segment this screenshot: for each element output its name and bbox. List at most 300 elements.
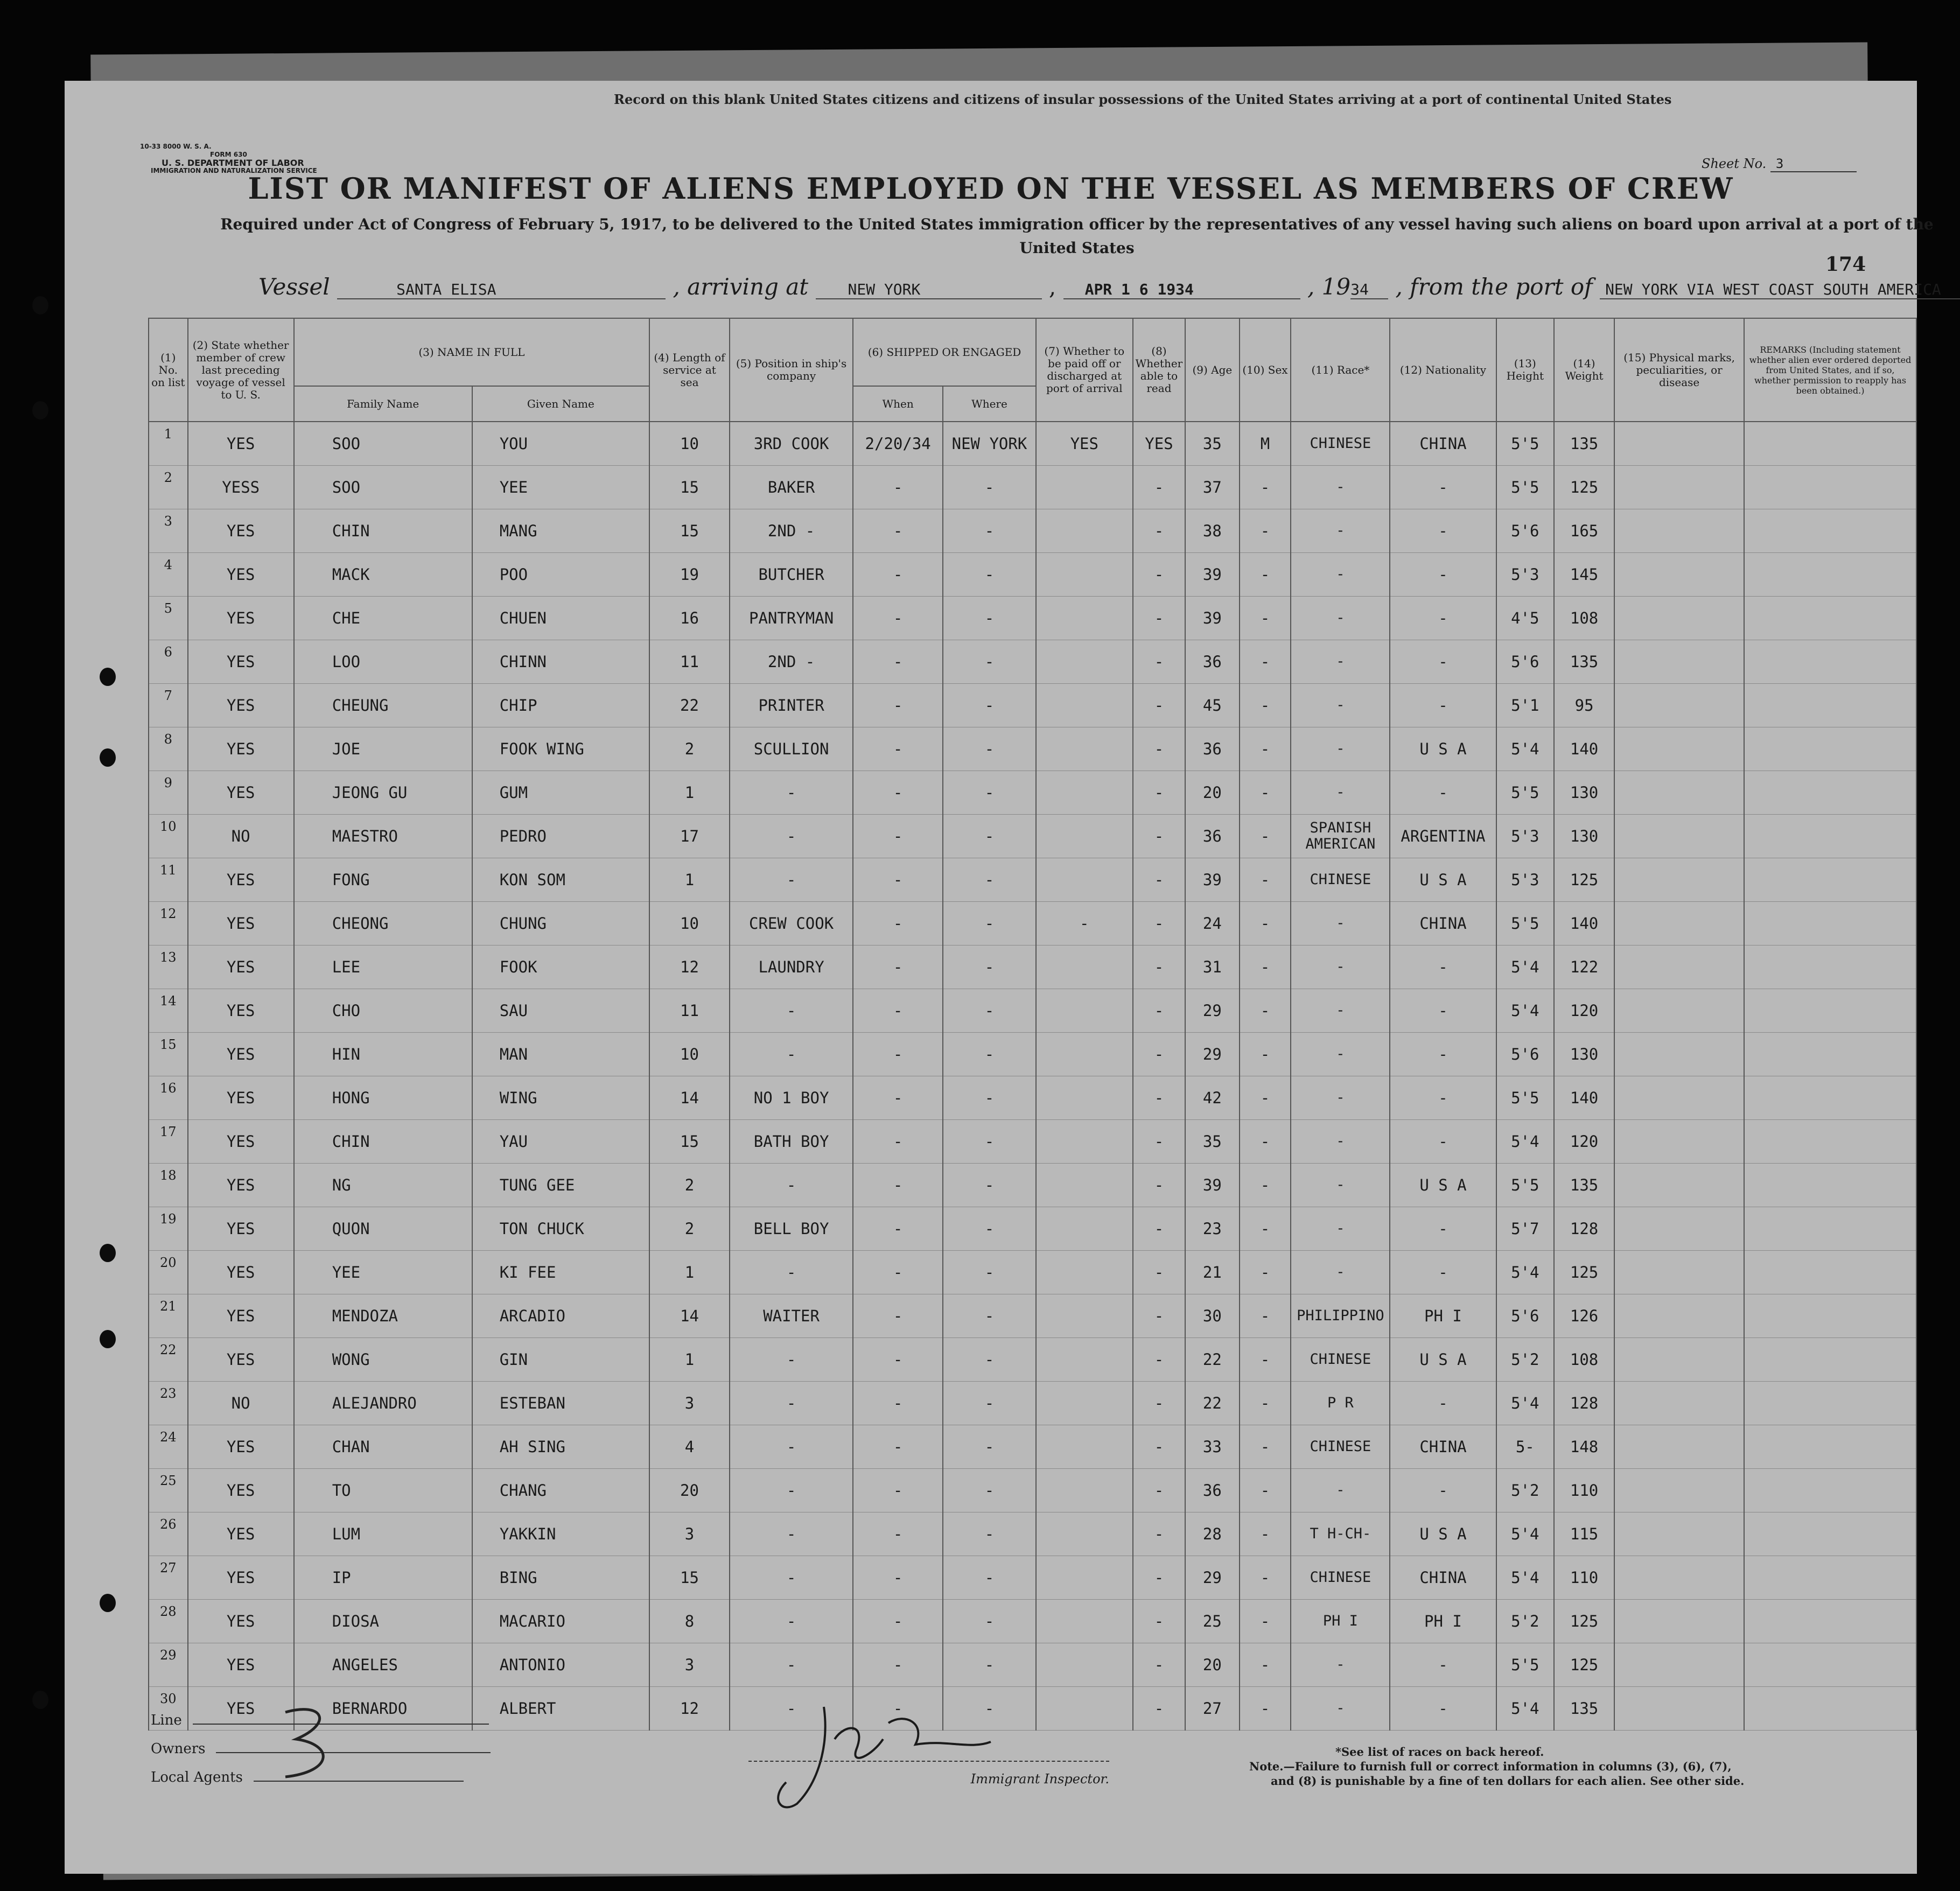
cell-height: 5'5 bbox=[1496, 466, 1554, 509]
cell-prev: YES bbox=[188, 1251, 294, 1294]
cell-weight: 125 bbox=[1554, 1600, 1614, 1643]
table-row bbox=[149, 1033, 1916, 1076]
cell-service: 2 bbox=[649, 1207, 730, 1251]
cell-race: CHINESE bbox=[1291, 1338, 1390, 1382]
cell-physical-marks bbox=[1614, 1600, 1744, 1643]
col-header-physical-marks: (15) Physical marks, peculiarities, or disease bbox=[1614, 318, 1744, 422]
cell-weight: 95 bbox=[1554, 684, 1614, 727]
cell-sex: - bbox=[1240, 727, 1291, 771]
cell-age: 23 bbox=[1185, 1207, 1239, 1251]
cell-sex: - bbox=[1240, 553, 1291, 597]
cell-when: - bbox=[853, 1556, 943, 1600]
cell-height: 5'5 bbox=[1496, 1164, 1554, 1207]
cell-position: BATH BOY bbox=[730, 1120, 853, 1164]
col-header-age: (9) Age bbox=[1185, 318, 1239, 422]
cell-nationality: - bbox=[1390, 1469, 1496, 1512]
cell-age: 29 bbox=[1185, 1556, 1239, 1600]
cell-nationality: - bbox=[1390, 1076, 1496, 1120]
cell-nationality: U S A bbox=[1390, 1164, 1496, 1207]
cell-read: - bbox=[1133, 1251, 1186, 1294]
cell-given: YEE bbox=[472, 466, 649, 509]
cell-prev: YES bbox=[188, 597, 294, 640]
cell-given: GIN bbox=[472, 1338, 649, 1382]
line-label: Line bbox=[151, 1712, 182, 1728]
cell-service: 14 bbox=[649, 1076, 730, 1120]
col-header-position: (5) Position in ship's company bbox=[730, 318, 853, 422]
cell-race: PHILIPPINO bbox=[1291, 1294, 1390, 1338]
col-header-where: Where bbox=[943, 386, 1036, 422]
table-row bbox=[149, 1207, 1916, 1251]
cell-nationality: - bbox=[1390, 1643, 1496, 1687]
cell-given: AH SING bbox=[472, 1425, 649, 1469]
cell-given: FOOK WING bbox=[472, 727, 649, 771]
cell-when: - bbox=[853, 597, 943, 640]
punch-hole bbox=[32, 1691, 48, 1709]
cell-family: CHAN bbox=[294, 1425, 472, 1469]
cell-read: - bbox=[1133, 771, 1186, 815]
cell-no: 11 bbox=[149, 858, 188, 902]
cell-given: TUNG GEE bbox=[472, 1164, 649, 1207]
cell-where: - bbox=[943, 1687, 1036, 1731]
cell-no: 19 bbox=[149, 1207, 188, 1251]
cell-race: - bbox=[1291, 684, 1390, 727]
cell-position: - bbox=[730, 771, 853, 815]
table-row bbox=[149, 1556, 1916, 1600]
cell-where: - bbox=[943, 684, 1036, 727]
table-row bbox=[149, 1294, 1916, 1338]
cell-no: 4 bbox=[149, 553, 188, 597]
cell-service: 3 bbox=[649, 1643, 730, 1687]
cell-height: 5'6 bbox=[1496, 640, 1554, 684]
cell-height: 5'6 bbox=[1496, 509, 1554, 553]
cell-age: 35 bbox=[1185, 1120, 1239, 1164]
cell-physical-marks bbox=[1614, 1469, 1744, 1512]
cell-weight: 148 bbox=[1554, 1425, 1614, 1469]
cell-race: - bbox=[1291, 597, 1390, 640]
cell-family: BERNARDO bbox=[294, 1687, 472, 1731]
crew-manifest-table bbox=[148, 318, 1917, 1731]
cell-prev: YES bbox=[188, 684, 294, 727]
cell-read: - bbox=[1133, 553, 1186, 597]
cell-height: 5'4 bbox=[1496, 1251, 1554, 1294]
cell-paid bbox=[1036, 553, 1133, 597]
cell-given: YAU bbox=[472, 1120, 649, 1164]
cell-race: - bbox=[1291, 1076, 1390, 1120]
cell-read: - bbox=[1133, 1033, 1186, 1076]
cell-prev: YES bbox=[188, 1643, 294, 1687]
arriving-port: NEW YORK bbox=[816, 281, 1042, 299]
cell-prev: YES bbox=[188, 1207, 294, 1251]
table-row bbox=[149, 1120, 1916, 1164]
cell-sex: - bbox=[1240, 1687, 1291, 1731]
cell-height: 5'4 bbox=[1496, 1687, 1554, 1731]
cell-physical-marks bbox=[1614, 1556, 1744, 1600]
cell-given: CHIP bbox=[472, 684, 649, 727]
cell-given: MANG bbox=[472, 509, 649, 553]
cell-given: ARCADIO bbox=[472, 1294, 649, 1338]
cell-when: - bbox=[853, 1076, 943, 1120]
cell-family: IP bbox=[294, 1556, 472, 1600]
cell-height: 5'6 bbox=[1496, 1294, 1554, 1338]
cell-no: 20 bbox=[149, 1251, 188, 1294]
cell-where: - bbox=[943, 553, 1036, 597]
form-line: 10-33 8000 W. S. A. bbox=[140, 143, 212, 150]
cell-family: HONG bbox=[294, 1076, 472, 1120]
cell-race: - bbox=[1291, 509, 1390, 553]
cell-position: - bbox=[730, 1338, 853, 1382]
cell-where: - bbox=[943, 1294, 1036, 1338]
cell-nationality: CHINA bbox=[1390, 1556, 1496, 1600]
cell-position: 2ND - bbox=[730, 640, 853, 684]
cell-no: 28 bbox=[149, 1600, 188, 1643]
cell-race: - bbox=[1291, 640, 1390, 684]
cell-given: GUM bbox=[472, 771, 649, 815]
cell-paid bbox=[1036, 989, 1133, 1033]
cell-physical-marks bbox=[1614, 684, 1744, 727]
cell-race: - bbox=[1291, 1643, 1390, 1687]
col-header-given-name: Given Name bbox=[472, 386, 649, 422]
cell-given: PEDRO bbox=[472, 815, 649, 858]
cell-prev: YES bbox=[188, 1120, 294, 1164]
cell-given: MAN bbox=[472, 1033, 649, 1076]
cell-remarks bbox=[1744, 727, 1916, 771]
cell-given: TON CHUCK bbox=[472, 1207, 649, 1251]
cell-height: 5'1 bbox=[1496, 684, 1554, 727]
cell-family: LUM bbox=[294, 1512, 472, 1556]
cell-remarks bbox=[1744, 509, 1916, 553]
cell-position: PANTRYMAN bbox=[730, 597, 853, 640]
cell-where: - bbox=[943, 466, 1036, 509]
cell-remarks bbox=[1744, 422, 1916, 466]
cell-service: 3 bbox=[649, 1382, 730, 1425]
cell-remarks bbox=[1744, 1382, 1916, 1425]
cell-prev: YES bbox=[188, 1294, 294, 1338]
cell-read: - bbox=[1133, 597, 1186, 640]
cell-where: - bbox=[943, 858, 1036, 902]
cell-service: 11 bbox=[649, 640, 730, 684]
cell-family: CHEONG bbox=[294, 902, 472, 946]
cell-height: 5'5 bbox=[1496, 902, 1554, 946]
cell-family: ALEJANDRO bbox=[294, 1382, 472, 1425]
cell-age: 24 bbox=[1185, 902, 1239, 946]
cell-where: - bbox=[943, 1076, 1036, 1120]
col-header-previous-voyage: (2) State whether member of crew last preceding voyage of vessel to U. S. bbox=[188, 318, 294, 422]
cell-nationality: - bbox=[1390, 1033, 1496, 1076]
cell-physical-marks bbox=[1614, 815, 1744, 858]
table-row bbox=[149, 1469, 1916, 1512]
cell-nationality: U S A bbox=[1390, 1338, 1496, 1382]
cell-race: CHINESE bbox=[1291, 1556, 1390, 1600]
cell-service: 10 bbox=[649, 902, 730, 946]
cell-read: - bbox=[1133, 815, 1186, 858]
cell-age: 36 bbox=[1185, 727, 1239, 771]
col-header-when: When bbox=[853, 386, 943, 422]
table-row bbox=[149, 422, 1916, 466]
cell-nationality: - bbox=[1390, 1382, 1496, 1425]
cell-paid bbox=[1036, 466, 1133, 509]
cell-family: HIN bbox=[294, 1033, 472, 1076]
col-header-read: (8) Whether able to read bbox=[1133, 318, 1186, 422]
cell-position: 2ND - bbox=[730, 509, 853, 553]
cell-when: - bbox=[853, 509, 943, 553]
cell-paid bbox=[1036, 640, 1133, 684]
cell-paid bbox=[1036, 1512, 1133, 1556]
cell-nationality: U S A bbox=[1390, 727, 1496, 771]
cell-sex: - bbox=[1240, 815, 1291, 858]
cell-remarks bbox=[1744, 1120, 1916, 1164]
cell-when: - bbox=[853, 1687, 943, 1731]
col-header-nationality: (12) Nationality bbox=[1390, 318, 1496, 422]
cell-nationality: U S A bbox=[1390, 1512, 1496, 1556]
cell-family: CHO bbox=[294, 989, 472, 1033]
cell-position: PRINTER bbox=[730, 684, 853, 727]
cell-sex: - bbox=[1240, 597, 1291, 640]
cell-paid: YES bbox=[1036, 422, 1133, 466]
cell-race: - bbox=[1291, 1251, 1390, 1294]
cell-weight: 135 bbox=[1554, 1164, 1614, 1207]
cell-where: - bbox=[943, 1643, 1036, 1687]
table-row bbox=[149, 684, 1916, 727]
table-row bbox=[149, 1643, 1916, 1687]
col-header-paid-off: (7) Whether to be paid off or discharged at port of arrival bbox=[1036, 318, 1133, 422]
stamp-number: 174 bbox=[1825, 253, 1866, 276]
cell-no: 6 bbox=[149, 640, 188, 684]
cell-race: CHINESE bbox=[1291, 422, 1390, 466]
cell-weight: 135 bbox=[1554, 1687, 1614, 1731]
cell-race: - bbox=[1291, 1469, 1390, 1512]
cell-read: - bbox=[1133, 1643, 1186, 1687]
cell-paid: - bbox=[1036, 902, 1133, 946]
cell-where: NEW YORK bbox=[943, 422, 1036, 466]
cell-height: 5'4 bbox=[1496, 727, 1554, 771]
cell-race: - bbox=[1291, 946, 1390, 989]
cell-given: YOU bbox=[472, 422, 649, 466]
cell-when: - bbox=[853, 1251, 943, 1294]
cell-service: 15 bbox=[649, 509, 730, 553]
cell-read: - bbox=[1133, 466, 1186, 509]
cell-position: - bbox=[730, 989, 853, 1033]
cell-prev: YES bbox=[188, 771, 294, 815]
cell-age: 36 bbox=[1185, 640, 1239, 684]
cell-remarks bbox=[1744, 684, 1916, 727]
cell-race: - bbox=[1291, 902, 1390, 946]
cell-height: 5'4 bbox=[1496, 1556, 1554, 1600]
cell-race: SPANISH AMERICAN bbox=[1291, 815, 1390, 858]
cell-when: - bbox=[853, 466, 943, 509]
cell-weight: 128 bbox=[1554, 1382, 1614, 1425]
cell-read: - bbox=[1133, 1556, 1186, 1600]
cell-position: - bbox=[730, 1643, 853, 1687]
cell-nationality: U S A bbox=[1390, 858, 1496, 902]
cell-when: - bbox=[853, 1338, 943, 1382]
col-header-shipped: (6) SHIPPED OR ENGAGED bbox=[853, 318, 1036, 386]
cell-sex: - bbox=[1240, 509, 1291, 553]
cell-given: MACARIO bbox=[472, 1600, 649, 1643]
cell-sex: - bbox=[1240, 1294, 1291, 1338]
cell-paid bbox=[1036, 1643, 1133, 1687]
cell-remarks bbox=[1744, 1207, 1916, 1251]
cell-where: - bbox=[943, 771, 1036, 815]
cell-when: - bbox=[853, 989, 943, 1033]
cell-age: 42 bbox=[1185, 1076, 1239, 1120]
cell-paid bbox=[1036, 815, 1133, 858]
cell-where: - bbox=[943, 597, 1036, 640]
cell-race: - bbox=[1291, 1120, 1390, 1164]
cell-race: - bbox=[1291, 1164, 1390, 1207]
form-line: U. S. DEPARTMENT OF LABOR bbox=[162, 158, 304, 168]
cell-position: - bbox=[730, 1687, 853, 1731]
cell-age: 36 bbox=[1185, 815, 1239, 858]
cell-when: - bbox=[853, 1382, 943, 1425]
cell-read: - bbox=[1133, 1120, 1186, 1164]
cell-position: - bbox=[730, 1382, 853, 1425]
cell-weight: 108 bbox=[1554, 597, 1614, 640]
cell-sex: - bbox=[1240, 1207, 1291, 1251]
cell-physical-marks bbox=[1614, 1425, 1744, 1469]
cell-nationality: - bbox=[1390, 771, 1496, 815]
cell-remarks bbox=[1744, 1687, 1916, 1731]
cell-service: 2 bbox=[649, 727, 730, 771]
manifest-rows bbox=[149, 422, 1916, 1731]
cell-physical-marks bbox=[1614, 771, 1744, 815]
cell-family: QUON bbox=[294, 1207, 472, 1251]
from-label: , from the port of bbox=[1395, 274, 1593, 300]
cell-weight: 125 bbox=[1554, 858, 1614, 902]
cell-family: TO bbox=[294, 1469, 472, 1512]
cell-service: 20 bbox=[649, 1469, 730, 1512]
cell-physical-marks bbox=[1614, 466, 1744, 509]
punch-hole bbox=[100, 668, 116, 686]
cell-no: 24 bbox=[149, 1425, 188, 1469]
form-line: IMMIGRATION AND NATURALIZATION SERVICE bbox=[151, 167, 317, 174]
cell-prev: YES bbox=[188, 902, 294, 946]
cell-read: - bbox=[1133, 902, 1186, 946]
cell-read: - bbox=[1133, 1687, 1186, 1731]
cell-prev: YES bbox=[188, 1164, 294, 1207]
cell-no: 2 bbox=[149, 466, 188, 509]
cell-service: 17 bbox=[649, 815, 730, 858]
cell-when: - bbox=[853, 1600, 943, 1643]
cell-physical-marks bbox=[1614, 422, 1744, 466]
cell-height: 5'2 bbox=[1496, 1469, 1554, 1512]
table-row bbox=[149, 902, 1916, 946]
cell-when: - bbox=[853, 1164, 943, 1207]
cell-weight: 120 bbox=[1554, 989, 1614, 1033]
cell-weight: 145 bbox=[1554, 553, 1614, 597]
cell-physical-marks bbox=[1614, 902, 1744, 946]
cell-sex: - bbox=[1240, 902, 1291, 946]
cell-age: 35 bbox=[1185, 422, 1239, 466]
cell-family: FONG bbox=[294, 858, 472, 902]
cell-physical-marks bbox=[1614, 1338, 1744, 1382]
cell-read: - bbox=[1133, 858, 1186, 902]
cell-when: - bbox=[853, 946, 943, 989]
col-header-name: (3) NAME IN FULL bbox=[294, 318, 649, 386]
cell-service: 1 bbox=[649, 771, 730, 815]
cell-where: - bbox=[943, 902, 1036, 946]
cell-service: 3 bbox=[649, 1512, 730, 1556]
cell-where: - bbox=[943, 1512, 1036, 1556]
cell-paid bbox=[1036, 509, 1133, 553]
cell-service: 15 bbox=[649, 1120, 730, 1164]
cell-remarks bbox=[1744, 1294, 1916, 1338]
cell-family: SOO bbox=[294, 422, 472, 466]
cell-sex: - bbox=[1240, 1600, 1291, 1643]
cell-family: CHE bbox=[294, 597, 472, 640]
cell-age: 31 bbox=[1185, 946, 1239, 989]
cell-read: - bbox=[1133, 1600, 1186, 1643]
cell-service: 2 bbox=[649, 1164, 730, 1207]
punch-hole bbox=[100, 748, 116, 767]
cell-height: 5'4 bbox=[1496, 1120, 1554, 1164]
cell-sex: - bbox=[1240, 684, 1291, 727]
cell-paid bbox=[1036, 597, 1133, 640]
cell-race: - bbox=[1291, 466, 1390, 509]
cell-sex: - bbox=[1240, 1251, 1291, 1294]
cell-height: 5- bbox=[1496, 1425, 1554, 1469]
cell-weight: 120 bbox=[1554, 1120, 1614, 1164]
cell-given: CHANG bbox=[472, 1469, 649, 1512]
cell-sex: - bbox=[1240, 1033, 1291, 1076]
cell-age: 39 bbox=[1185, 858, 1239, 902]
cell-remarks bbox=[1744, 1164, 1916, 1207]
table-row bbox=[149, 640, 1916, 684]
cell-nationality: - bbox=[1390, 640, 1496, 684]
cell-prev: YES bbox=[188, 1556, 294, 1600]
cell-prev: YES bbox=[188, 1600, 294, 1643]
cell-position: - bbox=[730, 815, 853, 858]
cell-nationality: - bbox=[1390, 1687, 1496, 1731]
cell-nationality: PH I bbox=[1390, 1294, 1496, 1338]
cell-physical-marks bbox=[1614, 1512, 1744, 1556]
cell-weight: 140 bbox=[1554, 902, 1614, 946]
cell-age: 29 bbox=[1185, 989, 1239, 1033]
table-row bbox=[149, 466, 1916, 509]
cell-when: - bbox=[853, 1033, 943, 1076]
cell-given: YAKKIN bbox=[472, 1512, 649, 1556]
cell-nationality: - bbox=[1390, 1207, 1496, 1251]
cell-prev: YES bbox=[188, 858, 294, 902]
cell-sex: - bbox=[1240, 946, 1291, 989]
cell-paid bbox=[1036, 1469, 1133, 1512]
cell-when: - bbox=[853, 640, 943, 684]
cell-paid bbox=[1036, 684, 1133, 727]
cell-where: - bbox=[943, 989, 1036, 1033]
cell-where: - bbox=[943, 1207, 1036, 1251]
cell-given: WING bbox=[472, 1076, 649, 1120]
cell-race: CHINESE bbox=[1291, 1425, 1390, 1469]
cell-position: NO 1 BOY bbox=[730, 1076, 853, 1120]
cell-position: - bbox=[730, 1600, 853, 1643]
cell-when: - bbox=[853, 1294, 943, 1338]
cell-service: 11 bbox=[649, 989, 730, 1033]
cell-physical-marks bbox=[1614, 640, 1744, 684]
cell-paid bbox=[1036, 1120, 1133, 1164]
cell-service: 16 bbox=[649, 597, 730, 640]
cell-given: CHUNG bbox=[472, 902, 649, 946]
cell-race: PH I bbox=[1291, 1600, 1390, 1643]
col-header-no: (1) No. on list bbox=[149, 318, 188, 422]
cell-where: - bbox=[943, 1120, 1036, 1164]
cell-weight: 135 bbox=[1554, 640, 1614, 684]
cell-family: DIOSA bbox=[294, 1600, 472, 1643]
cell-physical-marks bbox=[1614, 989, 1744, 1033]
inspector-label: Immigrant Inspector. bbox=[748, 1761, 1109, 1787]
cell-position: - bbox=[730, 1164, 853, 1207]
cell-physical-marks bbox=[1614, 1164, 1744, 1207]
cell-height: 5'3 bbox=[1496, 815, 1554, 858]
table-row bbox=[149, 597, 1916, 640]
